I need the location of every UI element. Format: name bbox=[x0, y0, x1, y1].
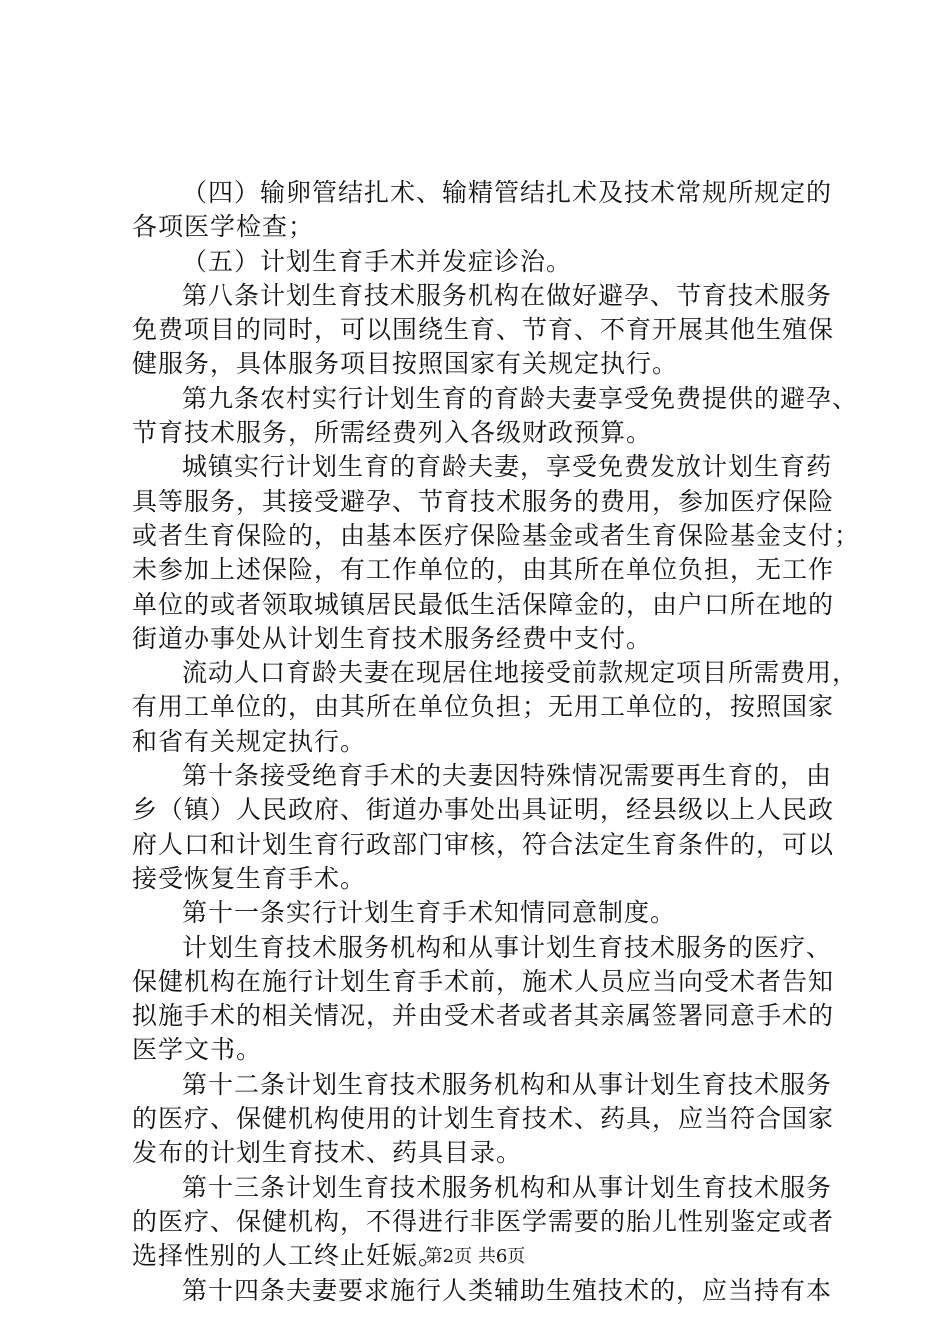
text-line: 第十四条夫妻要求施行人类辅助生殖技术的，应当持有本 bbox=[182, 1275, 833, 1305]
text-line: 发布的计划生育技术、药具目录。 bbox=[132, 1138, 523, 1168]
text-line: 第十一条实行计划生育手术知情同意制度。 bbox=[182, 898, 677, 928]
text-line: 府人口和计划生育行政部门审核，符合法定生育条件的，可以 bbox=[132, 829, 835, 859]
text-line: 选择性别的人工终止妊娠。 bbox=[132, 1241, 445, 1271]
text-line: 第九条农村实行计划生育的育龄夫妻享受免费提供的避孕、 bbox=[182, 383, 859, 413]
text-line: 拟施手术的相关情况，并由受术者或者其亲属签署同意手术的 bbox=[132, 1001, 835, 1031]
document-body bbox=[132, 176, 861, 1308]
text-line: 第十三条计划生育技术服务机构和从事计划生育技术服务 bbox=[182, 1172, 833, 1202]
text-line: （五）计划生育手术并发症诊治。 bbox=[182, 246, 573, 276]
text-line: 健服务，具体服务项目按照国家有关规定执行。 bbox=[132, 349, 679, 379]
page-number: 第2页 共6页 bbox=[424, 1246, 526, 1267]
text-line: （四）输卵管结扎术、输精管结扎术及技术常规所规定的 bbox=[182, 178, 833, 207]
text-line: 保健机构在施行计划生育手术前，施术人员应当向受术者告知 bbox=[132, 966, 835, 996]
text-line: 第八条计划生育技术服务机构在做好避孕、节育技术服务 bbox=[182, 280, 833, 310]
text-line: 第十条接受绝育手术的夫妻因特殊情况需要再生育的，由 bbox=[182, 761, 833, 791]
text-line: 计划生育技术服务机构和从事计划生育技术服务的医疗、 bbox=[182, 932, 833, 962]
text-line: 节育技术服务，所需经费列入各级财政预算。 bbox=[132, 418, 653, 448]
text-line: 或者生育保险的，由基本医疗保险基金或者生育保险基金支付； bbox=[132, 520, 861, 550]
text-line: 医学文书。 bbox=[132, 1035, 263, 1065]
text-line: 各项医学检查； bbox=[132, 212, 315, 242]
text-line: 流动人口育龄夫妻在现居住地接受前款规定项目所需费用， bbox=[182, 658, 859, 688]
page-footer bbox=[0, 1245, 950, 1269]
text-line: 和省有关规定执行。 bbox=[132, 726, 367, 756]
text-line: 的医疗、保健机构，不得进行非医学需要的胎儿性别鉴定或者 bbox=[132, 1206, 835, 1236]
text-line: 免费项目的同时，可以围绕生育、节育、不育开展其他生殖保 bbox=[132, 315, 835, 345]
text-line: 有用工单位的，由其所在单位负担；无用工单位的，按照国家 bbox=[132, 692, 835, 722]
text-line: 单位的或者领取城镇居民最低生活保障金的，由户口所在地的 bbox=[132, 589, 835, 619]
text-line: 城镇实行计划生育的育龄夫妻，享受免费发放计划生育药 bbox=[182, 452, 833, 482]
text-line: 具等服务，其接受避孕、节育技术服务的费用，参加医疗保险 bbox=[132, 486, 835, 516]
text-line: 街道办事处从计划生育技术服务经费中支付。 bbox=[132, 623, 653, 653]
text-line: 的医疗、保健机构使用的计划生育技术、药具，应当符合国家 bbox=[132, 1104, 835, 1134]
text-line: 第十二条计划生育技术服务机构和从事计划生育技术服务 bbox=[182, 1069, 833, 1099]
text-line: 接受恢复生育手术。 bbox=[132, 863, 367, 893]
text-line: 未参加上述保险，有工作单位的，由其所在单位负担，无工作 bbox=[132, 555, 835, 585]
text-line: 乡（镇）人民政府、街道办事处出具证明，经县级以上人民政 bbox=[132, 795, 835, 825]
